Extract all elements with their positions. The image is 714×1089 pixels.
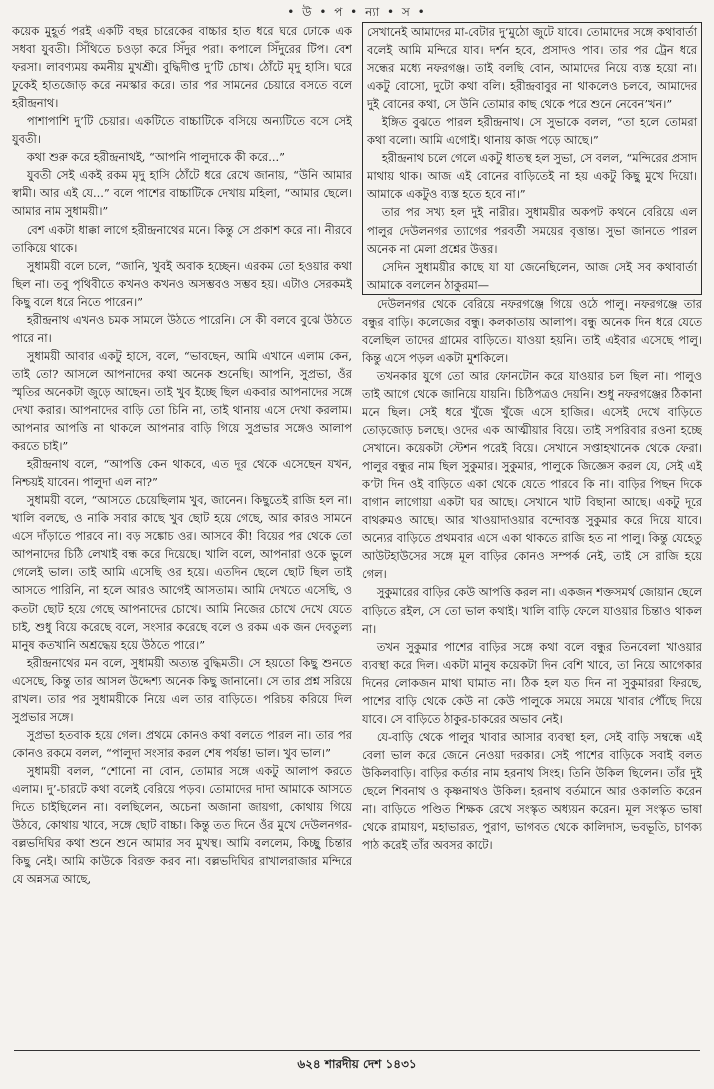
page-footer: ৬২৪ শারদীয় দেশ ১৪৩১ <box>297 1057 417 1071</box>
paragraph: তখনকার যুগে তো আর ফোনটোন করে যাওয়ার চল ছিল না। পালুও তাই আগে থেকে জানিয়ে যায়নি। চিঠিপত্রও দেয়নি। শুধু নফরগঞ্জের ঠিকানা মনে ছিল। সেই ধরে খুঁজে খুঁজে এসে হাজির। এসেই দেখে বাড়িতে তোড়জোড় চলছে। ওদের এক আত্মীয়ার বিয়ে। তাই সপরিবার রওনা হচ্ছে সেখানে। কয়েকটা স্টেশন পরেই বিয়ে। সেখানে সপ্তাহখানেক থেকে ফেরা। পালুর বন্ধুর নাম ছিল সুকুমার। সুকুমার, পালুকে জিজ্ঞেস করল যে, সেই এই ক’টা দিন ওই বাড়িতে একা থেকে যেতে পারবে কি না। বাড়ির পিছন দিকে বাগান লাগোয়া একটা ঘর আছে। সেখানে খাট বিছানা আছে। একটু দূরে বাথরুমও আছে। আর খাওয়াদাওয়ার বন্দোবস্ত সুকুমার করে দিয়ে যাবে। অন্যের বাড়িতে প্রথমবার এসে একা থাকতে রাজি হত না পালু। কিন্তু যেহেতু আউটহাউসের সঙ্গে মূল বাড়ির কোনও সম্পর্ক নেই, তাই সে রাজি হয়ে গেল। <box>362 368 702 582</box>
paragraph: সুপ্রভা হতবাক হয়ে গেল। প্রথমে কোনও কথা বলতে পারল না। তার পর কোনও রকমে বলল, “পালুদা সংসার করল শেষ পর্যন্ত! ভাল। খুব ভাল।” <box>12 727 352 760</box>
paragraph: সুধাময়ী আবার একটু হাসে, বলে, “ভাবছেন, আমি এখানে এলাম কেন, তাই তো? আসলে আপনাদের কথা অনেক শুনেছি। আপনি, সুপ্রভা, ওঁর স্মৃতির অনেকটা জুড়ে আছেন। তাই খুব ইচ্ছে ছিল একবার আপনাদের সঙ্গে দেখা করার। আপনাদের বাড়ি তো চিনি না, তাই থানায় এসে দেখা করলাম। আপনার আপত্তি না থাকলে আপনার বাড়ি গিয়ে সুপ্রভার সঙ্গেও আলাপ করতে চাই।” <box>12 348 352 454</box>
paragraph: পাশাপাশি দু’টি চেয়ার। একটিতে বাচ্চাটিকে বসিয়ে অন্যটিতে বসে সেই যুবতী। <box>12 114 352 147</box>
paragraph: হরীন্দ্রনাথ চলে গেলে একটু ধাতস্থ হল সুভা, সে বলল, “মন্দিরের প্রসাদ মাথায় থাক। আজ এই বোনের বাড়িতেই না হয় একটু কিছু মুখে দিয়ো। আমাকে একটুও ব্যস্ত হতে হবে না।” <box>367 151 697 202</box>
paragraph: বেশ একটা ধাক্কা লাগে হরীন্দ্রনাথের মনে। কিন্তু সে প্রকাশ করে না। নীরবে তাকিয়ে থাকে। <box>12 222 352 255</box>
paragraph: সেখানেই আমাদের মা-বেটার দু’মুঠো জুটে যাবে। তোমাদের সঙ্গে কথাবার্তা বলেই আমি মন্দিরে যাব। দর্শন হবে, প্রসাদও পাব। তার পর ট্রেন ধরে সন্ধের মধ্যে নফরগঞ্জ। তাই বলছি বোন, আমাদের নিয়ে ব্যস্ত হয়ো না। একটু বোসো, দুটো কথা বলি। হরীন্দ্রবাবুর না থাকলেও চলবে, আমাদের দুই বোনের কথা, সে উনি তোমার কাছ থেকে পরে শুনে নেবেন’খন।” <box>367 25 697 112</box>
paragraph: সেদিন সুধাময়ীর কাছে যা যা জেনেছিলেন, আজ সেই সব কথাবার্তা আমাকে বললেন ঠাকুরমা— <box>367 259 697 292</box>
text-columns <box>12 22 702 1047</box>
left-column <box>12 22 352 1047</box>
paragraph: সুধাময়ী বলল, “শোনো না বোন, তোমার সঙ্গে একটু আলাপ করতে এলাম। দু’-চারটে কথা বলেই বেরিয়ে পড়ব। তোমাদের দাদা আমাকে আসতে দিতে চাইছিলেন না। বলছিলেন, অচেনা অজানা জায়গা, কোথায় গিয়ে উঠবে, কোথায় খাবে, সঙ্গে ছোট বাচ্চা। কিন্তু তত দিনে ওঁর মুখে দেউলনগর-বল্লভদিঘির কথা শুনে শুনে আমার সব মুখস্থ। আমি বললেম, কিচ্ছু চিন্তার কিছু নেই। আমি কাউকে বিরক্ত করব না। বল্লভদিঘির রাখালরাজার মন্দিরে যে অন্নসত্র আছে, <box>12 763 352 887</box>
paragraph: তার পর সখ্য হল দুই নারীর। সুধাময়ীর অকপট কথনে বেরিয়ে এল পালুর দেউলনগর ত্যাগের পরবর্তী সময়ের বৃত্তান্ত। সুভা জানতে পারল অনেক না মেলা প্রশ্নের উত্তর। <box>367 205 697 256</box>
paragraph: যুবতী সেই একই রকম মৃদু হাসি ঠোঁটে ধরে রেখে জানায়, “উনি আমার স্বামী। আর এই যে...” বলে পাশের বাচ্চাটিকে দেখায় মহিলা, “আমার ছেলে। আমার নাম সুধাময়ী।” <box>12 168 352 219</box>
paragraph: হরীন্দ্রনাথের মন বলে, সুধাময়ী অত্যন্ত বুদ্ধিমতী। সে হয়তো কিছু শুনতে এসেছে, কিন্তু তার আসল উদ্দেশ্য অনেক কিছু জানানো। সে তার প্রশ্ন সরিয়ে রাখল। তার পর সুধাময়ীকে নিয়ে এল তার বাড়িতে। পরিচয় করিয়ে দিল সুপ্রভার সঙ্গে। <box>12 655 352 724</box>
paragraph: যে-বাড়ি থেকে পালুর খাবার আসার ব্যবস্থা হল, সেই বাড়ি সম্বন্ধে এই বেলা ভাল করে জেনে নেওয়া দরকার। সেই পাশের বাড়িকে সবাই বলত উকিলবাড়ি। বাড়ির কর্তার নাম হরনাথ সিংহ। তিনি উকিল ছিলেন। তাঁর দুই ছেলে শিবনাথ ও কৃষ্ণনাথও উকিল। হরনাথ বর্তমানে আর ওকালতি করেন না। বাড়িতে পণ্ডিত শিক্ষক রেখে সংস্কৃত অধ্যয়ন করেন। মূল সংস্কৃত ভাষা থেকে রামায়ণ, মহাভারত, পুরাণ, ভাগবত থেকে কালিদাস, ভবভূতি, চাণক্য পাঠ করেই তাঁর অবসর কাটে। <box>362 729 702 853</box>
paragraph: হরীন্দ্রনাথ বলে, “আপত্তি কেন থাকবে, এত দূর থেকে এসেছেন যখন, নিশ্চয়ই যাবেন। পালুদা এল না?” <box>12 457 352 490</box>
highlight-box <box>362 22 702 295</box>
paragraph: দেউলনগর থেকে বেরিয়ে নফরগঞ্জে গিয়ে ওঠে পালু। নফরগঞ্জে তার বন্ধুর বাড়ি। কলেজের বন্ধু। কলকাতায় আলাপ। বন্ধু অনেক দিন ধরে যেতে বলেছিল তাদের গ্রামের বাড়িতে। যাওয়া হয়নি। তাই এইবার এসেছে পালু। কিন্তু এসে পড়ল একটা মুশকিলে। <box>362 296 702 365</box>
paragraph: হরীন্দ্রনাথ এখনও চমক সামলে উঠতে পারেনি। সে কী বলবে বুঝে উঠতে পারে না। <box>12 312 352 345</box>
right-column <box>362 22 702 1047</box>
paragraph: ইঙ্গিত বুঝতে পারল হরীন্দ্রনাথ। সে সুভাকে বলল, “তা হলে তোমরা কথা বলো। আমি এগোই। থানায় কাজ পড়ে আছে।” <box>367 115 697 148</box>
paragraph: কয়েক মুহূর্ত পরই একটি বছর চারেকের বাচ্চার হাত ধরে ঘরে ঢোকে এক সধবা যুবতী। সিঁথিতে চওড়া করে সিঁদুর পরা। কপালে সিঁদুরের টিপ। বেশ ফরসা। লাবণ্যময় কমনীয় মুখশ্রী। বুদ্ধিদীপ্ত দু’টি চোখ। ঠোঁটে মৃদু হাসি। ঘরে ঢুকেই হাতজোড় করে নমস্কার করে। তার পর সামনের চেয়ারে বসতে বলে হরীন্দ্রনাথ। <box>12 24 352 111</box>
paragraph: কথা শুরু করে হরীন্দ্রনাথই, “আপনি পালুদাকে কী করে...” <box>26 150 285 165</box>
footer-rule <box>14 1050 700 1051</box>
paragraph: সুকুমারের বাড়ির কেউ আপত্তি করল না। একজন শক্তসমর্থ জোয়ান ছেলে বাড়িতে রইল, সে তো ভাল কথাই। খালি বাড়ি ফেলে যাওয়ার চিন্তাও থাকল না। <box>362 585 702 636</box>
paragraph: তখন সুকুমার পাশের বাড়ির সঙ্গে কথা বলে বন্ধুর তিনবেলা খাওয়ার ব্যবস্থা করে দিল। একটা মানুষ কয়েকটা দিন বেশি খাবে, তা নিয়ে আগেকার দিনের লোকজন মাথা ঘামাত না। ঠিক হল যত দিন না সুকুমাররা ফিরছে, পাশের বাড়ি থেকে কেউ না কেউ পালুকে সময়ে সময়ে খাবার পৌঁছে দিয়ে যাবে। সে বাড়িতে ঠাকুর-চাকরের অভাব নেই। <box>362 639 702 726</box>
paragraph: সুধাময়ী বলে, “আসতে চেয়েছিলাম খুব, জানেন। কিছুতেই রাজি হল না। খালি বলছে, ও নাকি সবার কাছে খুব ছোট হয়ে গেছে, আর কারও সামনে এসে দাঁড়াতে পারবে না। বড় সঙ্কোচ ওর। আসবে কী! বিয়ের পর থেকে তো আপনাদের চিঠি লেখাই বন্ধ করে দিয়েছে। খালি বলে, আপনারা ওকে ভুলে গেলেই ভাল। তাই আমি এসেছি ওর হয়ে। এতদিন ছেলে ছোট ছিল তাই আসতে পারিনি, না হলে আরও আগেই আসতাম। আমি দেখতে এসেছি, ও কতটা ছোট হয়ে গেছে আপনাদের চোখে। আমি নিজের চোখে দেখে যেতে চাই, শুধু বিয়ে করেছে বলে, সংসার করেছে বলে ও রকম এক জন দেবতুল্য মানুষ কতখানি অশ্রদ্ধেয় হয়ে উঠতে পারে।” <box>12 493 352 652</box>
paragraph: সুধাময়ী বলে চলে, “জানি, খুবই অবাক হচ্ছেন। এরকম তো হওয়ার কথা ছিল না। তবু পৃথিবীতে কখনও কখনও অসম্ভবও সম্ভব হয়। এটাও সেরকমই কিছু বলে ধরে নিতে পারেন।” <box>12 258 352 309</box>
running-head: • উ • প • ন্যা • স • <box>287 5 427 19</box>
